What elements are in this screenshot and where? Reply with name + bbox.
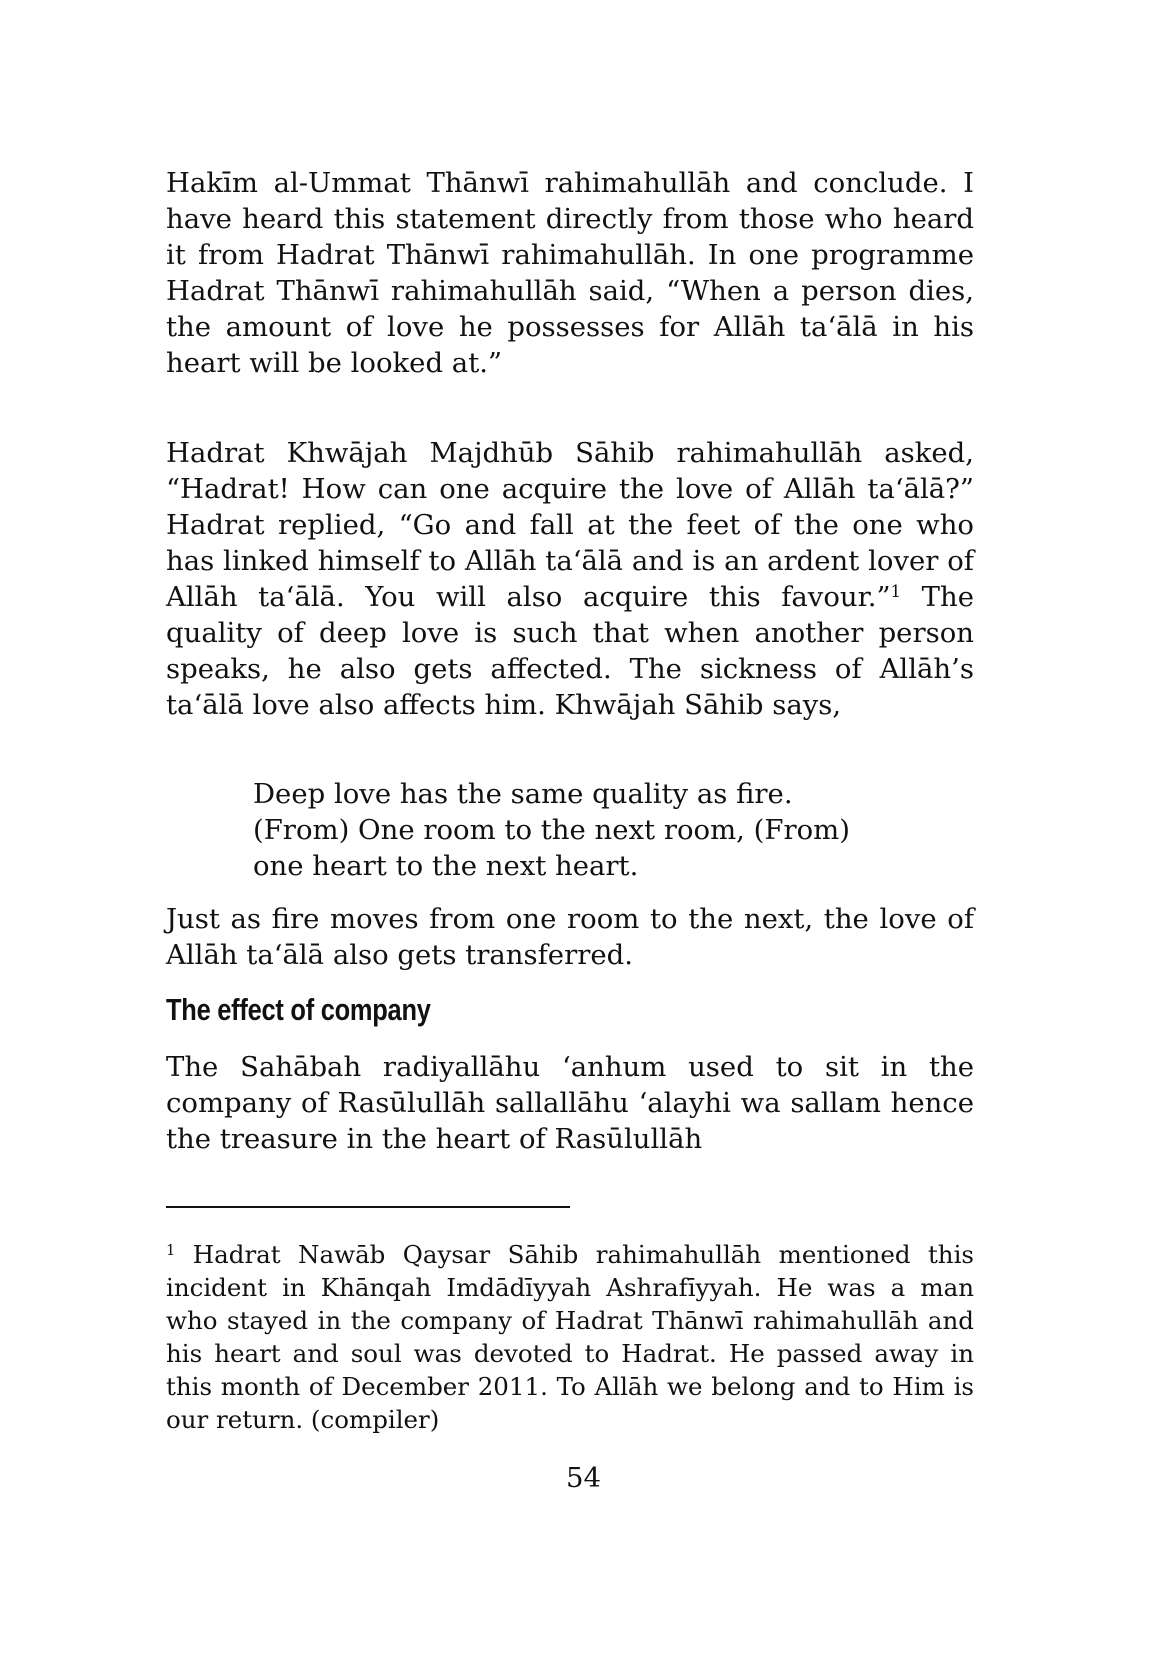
footnote-divider	[166, 1206, 570, 1208]
paragraph-3	[166, 901, 974, 973]
paragraph-4-text: The Sahābah radiyallāhu ‘anhum used to sit in the company of Rasūlullāh sallallāhu ‘alayhi wa sallam hence the treasure in the heart of Rasūlullāh	[166, 1051, 974, 1155]
verse-line-2: (From) One room to the next room, (From)	[253, 814, 850, 846]
paragraph-2-text-b: The quality of deep love is such that when another person speaks, he also gets affected. The sickness of Allāh’s ta‘ālā love also affects him. Khwājah Sāhib says,	[166, 581, 974, 721]
paragraph-2	[166, 435, 974, 723]
page-number: 54	[566, 1462, 601, 1494]
verse-line-3: one heart to the next heart.	[253, 850, 639, 882]
footnote-content	[166, 1238, 974, 1436]
footnote	[166, 1238, 974, 1436]
paragraph-4	[166, 1049, 974, 1157]
paragraph-1	[166, 165, 974, 381]
footnote-text: Hadrat Nawāb Qaysar Sāhib rahimahullāh mentioned this incident in Khānqah Imdādīyyah Ashrafīyyah. He was a man who stayed in the company of Hadrat Thānwī rahimahullāh and his heart and soul was devoted to Hadrat. He passed away in this month of December 2011. To Allāh we belong and to Him is our return. (compiler)	[166, 1240, 974, 1434]
footnote-number: 1	[166, 1241, 176, 1259]
section-heading: The effect of company	[166, 992, 431, 1027]
paragraph-1-text: Hakīm al-Ummat Thānwī rahimahullāh and conclude. I have heard this statement directly from those who heard it from Hadrat Thānwī rahimahullāh. In one programme Hadrat Thānwī rahimahullāh said, “When a person dies, the amount of love he possesses for Allāh ta‘ālā in his heart will be looked at.”	[166, 167, 974, 379]
paragraph-3-text: Just as fire moves from one room to the next, the love of Allāh ta‘ālā also gets transferred.	[166, 903, 974, 971]
verse-block	[253, 776, 953, 884]
footnote-reference[interactable]: 1	[890, 581, 902, 601]
paragraph-2-content	[166, 435, 974, 723]
verse-line-1: Deep love has the same quality as fire.	[253, 778, 793, 810]
paragraph-2-text-a: Hadrat Khwājah Majdhūb Sāhib rahimahullāh asked, “Hadrat! How can one acquire the love of Allāh ta‘ālā?” Hadrat replied, “Go and fall at the feet of the one who has linked himself to Allāh ta‘ālā and is an ardent lover of Allāh ta‘ālā. You will also acquire this favour.”	[166, 437, 974, 613]
